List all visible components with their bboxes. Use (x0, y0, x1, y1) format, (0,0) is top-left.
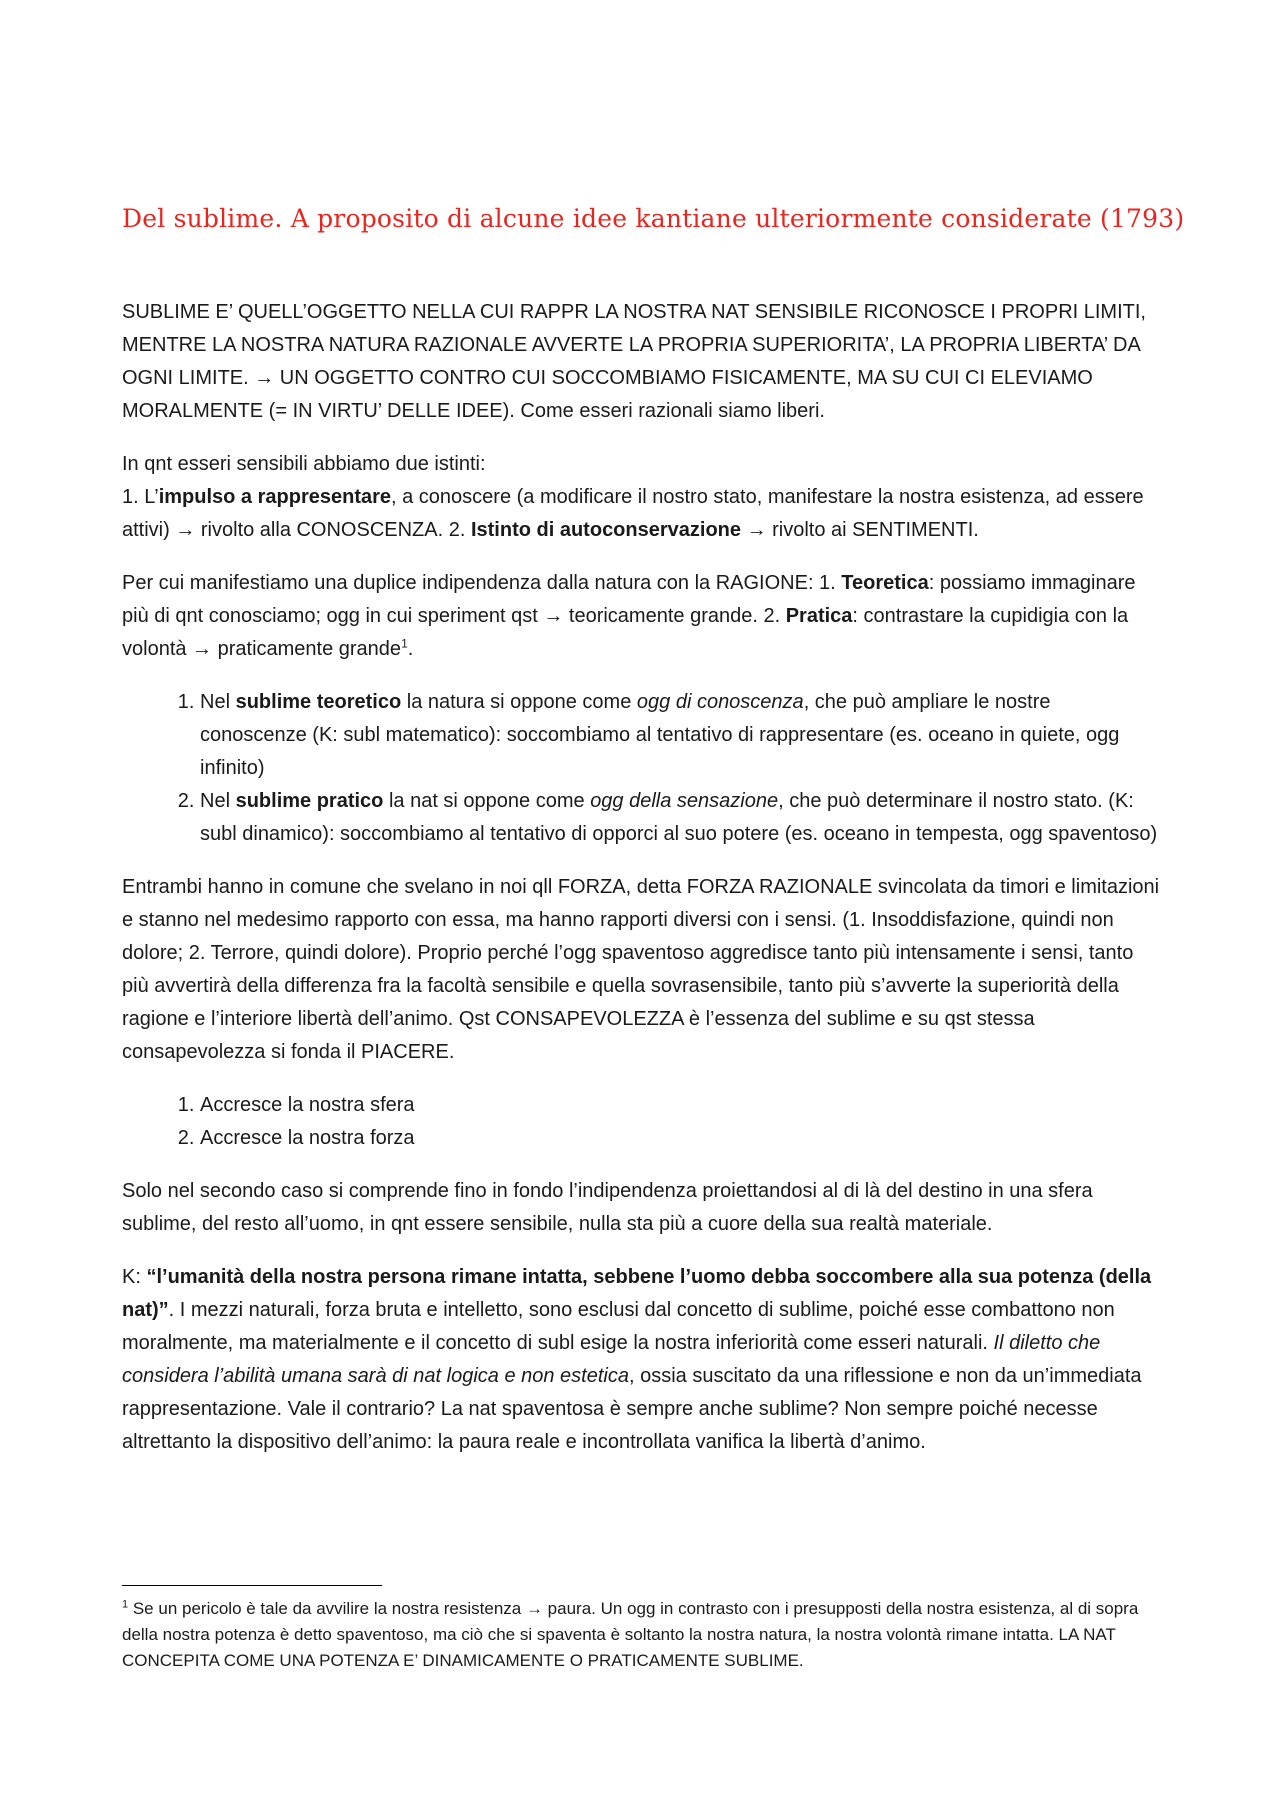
paragraph-forza: Entrambi hanno in comune che svelano in noi qll FORZA, detta FORZA RAZIONALE svincolata da timori e limitazioni e stanno nel medesimo rapporto con essa, ma hanno rapporti diversi con i sensi. (1. Insoddisfazione, quindi non dolore; 2. Terrore, quindi dolore). Proprio perché l’ogg spaventoso aggredisce tanto più intensamente i sensi, tanto più avvertirà della differenza fra la facoltà sensibile e quella sovrasensibile, tanto più s’avverte la superiorità della ragione e l’interiore libertà dell’animo. Qst CONSAPEVOLEZZA è l’essenza del sublime e su qst stessa consapevolezza si fonda il PIACERE. (122, 876, 1160, 1063)
footnote-ref[interactable]: 1 (401, 636, 408, 651)
list-sublime-types (122, 686, 1162, 851)
bold-term: Pratica (785, 605, 853, 627)
footnote (122, 1596, 1162, 1674)
list-item: 2. Nel sublime pratico la nat si oppone come ogg della sensazione, che può determinare il nostro stato. (K: subl dinamico): soccombiamo al tentativo di opporci al suo potere (es. oceano in tempesta, ogg spaventoso) (200, 785, 1162, 851)
page-title: Del sublime. A proposito di alcune idee kantiane ulteriormente considerate (1793) (122, 204, 1185, 233)
footnote-number: 1 (122, 1598, 129, 1611)
italic-term: Il diletto che considera l’abilità umana sarà di nat logica e non estetica (122, 1332, 1101, 1387)
footnote-text: Se un pericolo è tale da avvilire la nostra resistenza → paura. Un ogg in contrasto con i presupposti della nostra esistenza, al di sopra della nostra potenza è detto spaventoso, ma ciò che si spaventa è soltanto la nostra natura, la nostra volontà rimane intatta. LA NAT CONCEPITA COME UNA POTENZA E’ DINAMICAMENTE O PRATICAMENTE SUBLIME. (122, 1599, 1139, 1670)
paragraph-definition: SUBLIME E’ QUELL’OGGETTO NELLA CUI RAPPR LA NOSTRA NAT SENSIBILE RICONOSCE I PROPRI LIMITI, MENTRE LA NOSTRA NATURA RAZIONALE AVVERTE LA PROPRIA SUPERIORITA’, LA PROPRIA LIBERTA’ DA OGNI LIMITE. → UN OGGETTO CONTRO CUI SOCCOMBIAMO FISICAMENTE, MA SU CUI CI ELEVIAMO MORALMENTE (= IN VIRTU’ DELLE IDEE). Come esseri razionali siamo liberi. (122, 301, 1146, 422)
paragraph-secondo-caso: Solo nel secondo caso si comprende fino in fondo l’indipendenza proiettandosi al di là del destino in una sfera sublime, del resto all’uomo, in qnt essere sensibile, nulla sta più a cuore della sua realtà materiale. (122, 1180, 1093, 1235)
list-item: 1. Accresce la nostra sfera (200, 1089, 1162, 1122)
footnote-separator (122, 1585, 382, 1586)
istinti-intro: In qnt esseri sensibili abbiamo due istinti: (122, 453, 486, 475)
bold-term: impulso a rappresentare (158, 486, 392, 508)
bold-term: sublime teoretico (235, 691, 402, 713)
document-body (122, 296, 1162, 1479)
bold-term: sublime pratico (235, 790, 384, 812)
list-item: 1. Nel sublime teoretico la natura si oppone come ogg di conoscenza, che può ampliare le nostre conoscenze (K: subl matematico): soccombiamo al tentativo di rappresentare (es. oceano in quiete, ogg infinito) (200, 686, 1162, 785)
list-accresce (122, 1089, 1162, 1155)
paragraph-indipendenza: Per cui manifestiamo una duplice indipendenza dalla natura con la RAGIONE: 1. Teoretica: possiamo immaginare più di qnt conosciamo; ogg in cui speriment qst → teoricamente grande. 2. Pratica: contrastare la cupidigia con la volontà → praticamente grande$^1$. (122, 572, 1136, 660)
italic-term: ogg della sensazione (590, 790, 779, 812)
bold-term: Teoretica (841, 572, 929, 594)
bold-quote: “l’umanità della nostra persona rimane intatta, sebbene l’uomo debba soccombere alla sua potenza (della nat)” (122, 1266, 1152, 1321)
paragraph-istinti: In qnt esseri sensibili abbiamo due istinti: 1. L’impulso a rappresentare, a conoscere (a modificare il nostro stato, manifestare la nostra esistenza, ad essere attivi) → rivolto alla CONOSCENZA. 2. Istinto di autoconservazione → rivolto ai SENTIMENTI. (122, 453, 1144, 541)
italic-term: ogg di conoscenza (636, 691, 804, 713)
bold-term: Istinto di autoconservazione (470, 519, 742, 541)
paragraph-kant-quote: K: “l’umanità della nostra persona rimane intatta, sebbene l’uomo debba soccombere alla sua potenza (della nat)”. I mezzi naturali, forza bruta e intelletto, sono esclusi dal concetto di sublime, poiché esse combattono non moralmente, ma materialmente e il concetto di subl esige la nostra inferiorità come esseri naturali. Il diletto che considera l’abilità umana sarà di nat logica e non estetica, ossia suscitato da una riflessione e non da un’immediata rappresentazione. Vale il contrario? La nat spaventosa è sempre anche sublime? Non sempre poiché necesse altrettanto la dispositivo dell’animo: la paura reale e incontrollata vanifica la libertà d’animo. (122, 1266, 1152, 1453)
list-item: 2. Accresce la nostra forza (200, 1122, 1162, 1155)
